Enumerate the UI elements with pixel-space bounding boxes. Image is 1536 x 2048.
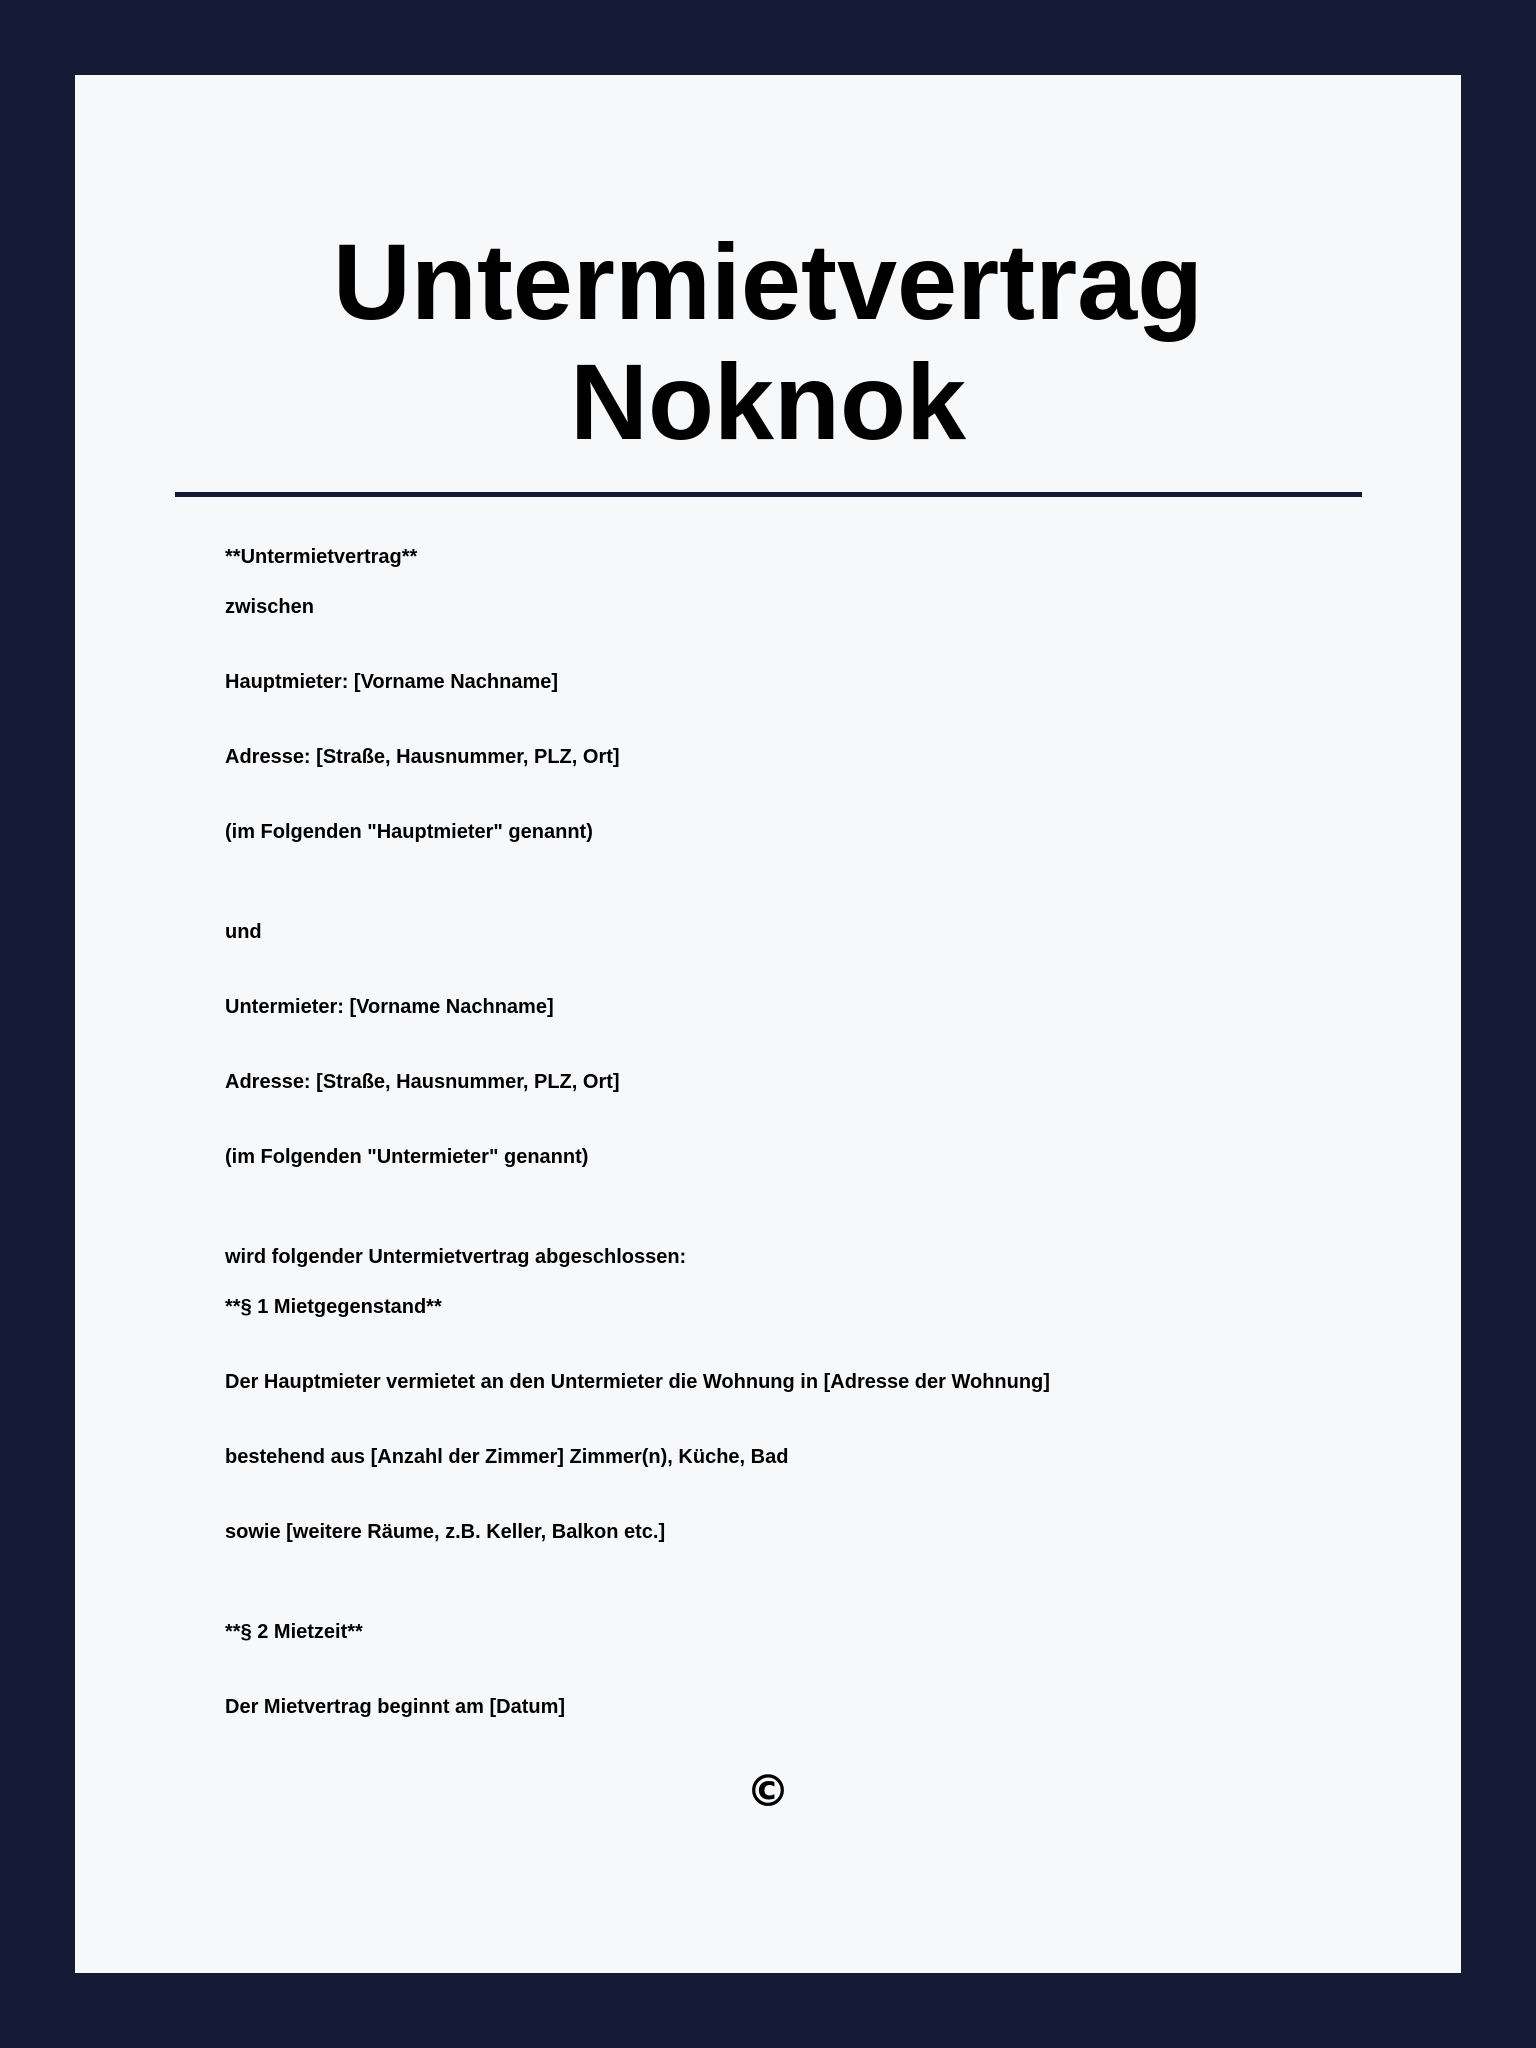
contract-line: wird folgender Untermietvertrag abgeschlossen: (225, 1246, 687, 1268)
document-page (75, 75, 1461, 1973)
contract-line: Untermieter: [Vorname Nachname] (225, 996, 554, 1018)
contract-line: Adresse: [Straße, Hausnummer, PLZ, Ort] (225, 1071, 620, 1093)
title-line-1: Untermietvertrag (332, 221, 1204, 342)
contract-line: Adresse: [Straße, Hausnummer, PLZ, Ort] (225, 746, 620, 768)
contract-line: bestehend aus [Anzahl der Zimmer] Zimmer(n), Küche, Bad (225, 1446, 789, 1468)
contract-line: und (225, 921, 262, 943)
contract-line: zwischen (225, 596, 314, 618)
contract-line: (im Folgenden "Hauptmieter" genannt) (225, 821, 593, 843)
section-heading: **§ 1 Mietgegenstand** (225, 1296, 442, 1318)
contract-body (75, 75, 1461, 1973)
contract-line: Der Mietvertrag beginnt am [Datum] (225, 1696, 566, 1718)
contract-heading: **Untermietvertrag** (225, 546, 418, 568)
contract-line: Hauptmieter: [Vorname Nachname] (225, 671, 559, 693)
title-line-2: Noknok (569, 341, 967, 462)
contract-line: Der Hauptmieter vermietet an den Untermieter die Wohnung in [Adresse der Wohnung] (225, 1371, 1050, 1393)
section-heading: **§ 2 Mietzeit** (225, 1621, 363, 1643)
contract-line: sowie [weitere Räume, z.B. Keller, Balkon etc.] (225, 1521, 666, 1543)
copyright-icon: © (746, 1766, 790, 1817)
contract-line: (im Folgenden "Untermieter" genannt) (225, 1146, 589, 1168)
